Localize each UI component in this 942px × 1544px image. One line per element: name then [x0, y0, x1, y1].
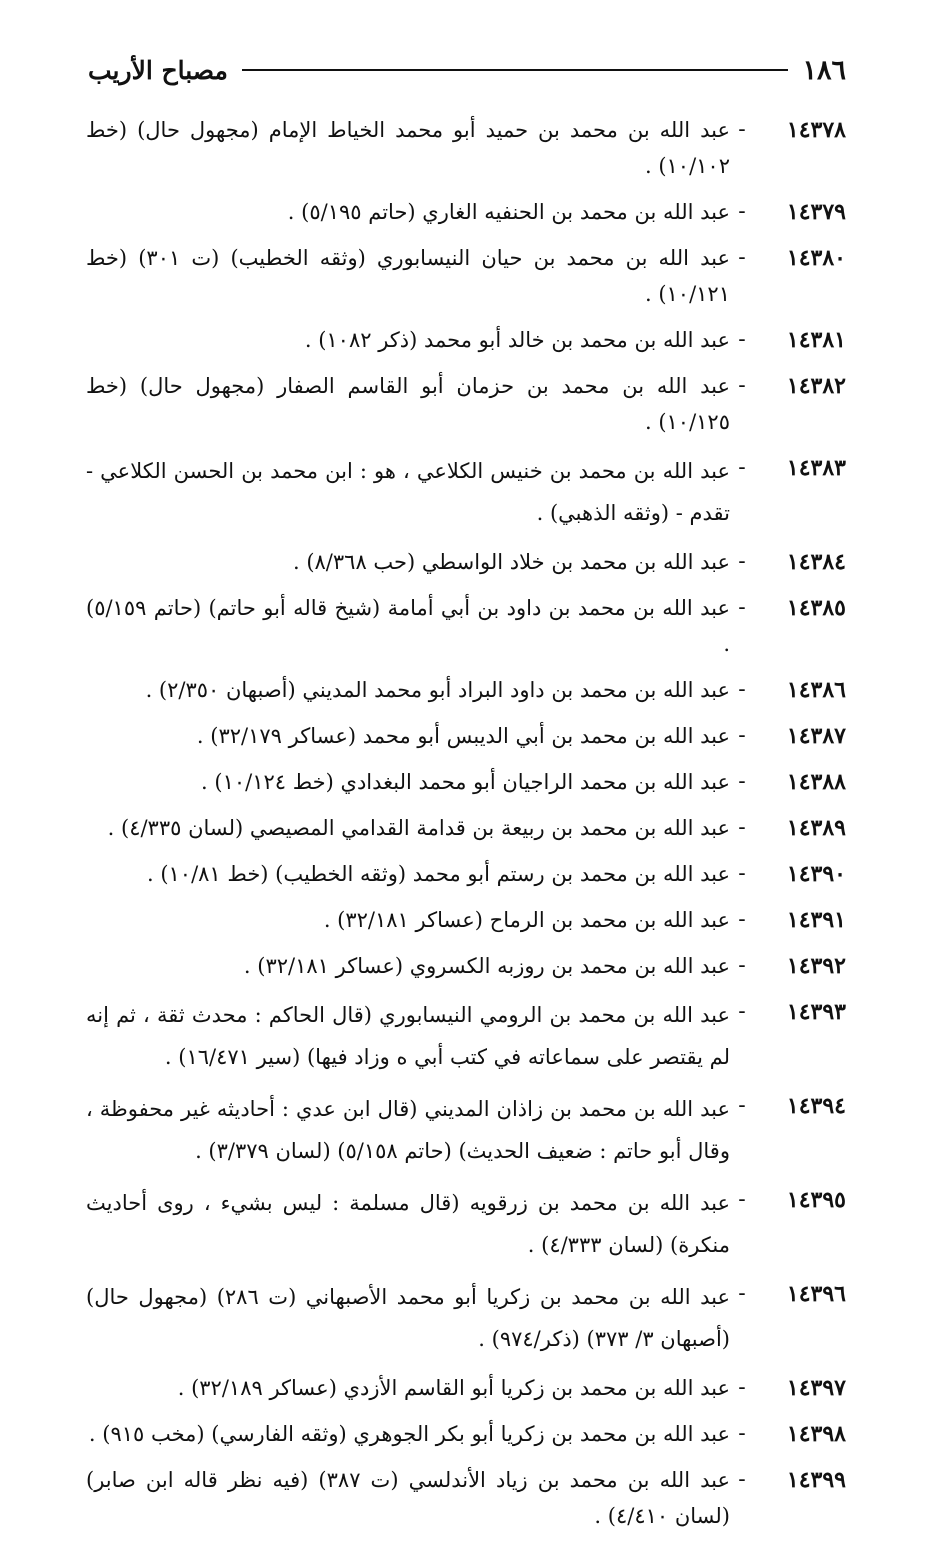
- entry-dash: -: [738, 861, 746, 886]
- entry-number: ١٤٣٨٧: [786, 723, 846, 749]
- entry-text: عبد الله بن محمد بن داود البراد أبو محمد المديني (أصبهان ٢/٣٥٠) .: [145, 678, 730, 702]
- entry-dash: -: [738, 455, 746, 480]
- entry-number: ١٤٣٩٥: [786, 1187, 846, 1213]
- entry-row: [86, 368, 846, 440]
- entry-text: عبد الله بن محمد بن خلاد الواسطي (حب ٨/٣٦٨) .: [292, 550, 730, 574]
- entry-text: عبد الله بن محمد بن حزمان أبو القاسم الصفار (مجهول حال) (خط ١٠/١٢٥) .: [86, 374, 730, 434]
- entry-text: عبد الله بن محمد الراجيان أبو محمد البغدادي (خط ١٠/١٢٤) .: [201, 770, 730, 794]
- entry-text: عبد الله بن محمد بن حيان النيسابوري (وثقه الخطيب) (ت ٣٠١) (خط ١٠/١٢١) .: [86, 246, 730, 306]
- entry-text: عبد الله بن محمد بن خالد أبو محمد (ذكر ١٠٨٢) .: [304, 328, 730, 352]
- entry-dash: -: [738, 117, 746, 142]
- entry-row: [86, 1182, 846, 1266]
- entry-row: [86, 1276, 846, 1360]
- entry-dash: -: [738, 999, 746, 1024]
- entry-number: ١٤٣٩٣: [786, 999, 846, 1025]
- entry-row: [86, 810, 846, 846]
- entry-number: ١٤٣٩٦: [786, 1281, 846, 1307]
- entry-text: عبد الله بن محمد بن زاذان المديني (قال ابن عدي : أحاديثه غير محفوظة ، وقال أبو حاتم : ضعيف الحديث) (حاتم ٥/١٥٨) (لسان ٣/٣٧٩) .: [86, 1097, 730, 1163]
- entry-number: ١٤٣٨٠: [786, 245, 846, 271]
- entry-dash: -: [738, 769, 746, 794]
- entry-row: [86, 194, 846, 230]
- entry-row: [86, 902, 846, 938]
- entry-text: عبد الله بن محمد بن روزبه الكسروي (عساكر ٣٢/١٨١) .: [243, 954, 730, 978]
- entry-number: ١٤٣٩٤: [786, 1093, 846, 1119]
- entry-text: عبد الله بن محمد بن زكريا أبو محمد الأصبهاني (ت ٢٨٦) (مجهول حال) (أصبهان ٣/ ٣٧٣) (ذكر/٩٧٤) .: [86, 1285, 730, 1351]
- entry-row: [86, 1462, 846, 1534]
- entry-dash: -: [738, 327, 746, 352]
- entry-dash: -: [738, 245, 746, 270]
- entry-row: [86, 240, 846, 312]
- entry-row: [86, 112, 846, 184]
- entry-dash: -: [738, 907, 746, 932]
- entry-dash: -: [738, 1187, 746, 1212]
- entry-number: ١٤٣٨١: [786, 327, 846, 353]
- entry-list: [86, 112, 846, 1544]
- entry-text: عبد الله بن محمد بن ربيعة بن قدامة القدامي المصيصي (لسان ٤/٣٣٥) .: [107, 816, 730, 840]
- entry-number: ١٤٣٨٦: [786, 677, 846, 703]
- entry-dash: -: [738, 723, 746, 748]
- entry-text: عبد الله بن محمد بن الرومي النيسابوري (قال الحاكم : محدث ثقة ، ثم إنه لم يقتصر على سماعاته في كتب أبي ه وزاد فيها) (سير ١٦/٤٧١) .: [86, 1003, 730, 1069]
- entry-text: عبد الله بن محمد بن زرقويه (قال مسلمة : ليس بشيء ، روى أحاديث منكرة) (لسان ٤/٣٣٣) .: [86, 1191, 730, 1257]
- entry-dash: -: [738, 677, 746, 702]
- entry-text: عبد الله بن محمد بن حميد أبو محمد الخياط الإمام (مجهول حال) (خط ١٠/١٠٢) .: [86, 118, 730, 178]
- entry-row: [86, 718, 846, 754]
- entry-dash: -: [738, 199, 746, 224]
- entry-dash: -: [738, 1281, 746, 1306]
- entry-text: عبد الله بن محمد بن زكريا أبو القاسم الأزدي (عساكر ٣٢/١٨٩) .: [177, 1376, 730, 1400]
- entry-text: عبد الله بن محمد بن زياد الأندلسي (ت ٣٨٧) (فيه نظر قاله ابن صابر) (لسان ٤/٤١٠) .: [86, 1468, 730, 1528]
- page-number: ١٨٦: [802, 54, 846, 86]
- entry-number: ١٤٣٨٤: [786, 549, 846, 575]
- entry-number: ١٤٣٩٨: [786, 1421, 846, 1447]
- entry-number: ١٤٣٩٠: [786, 861, 846, 887]
- entry-number: ١٤٣٨٣: [786, 455, 846, 481]
- entry-text: عبد الله بن محمد بن زكريا أبو بكر الجوهري (وثقه الفارسي) (مخب ٩١٥) .: [88, 1422, 730, 1446]
- entry-text: عبد الله بن محمد بن الحنفيه الغاري (حاتم ٥/١٩٥) .: [287, 200, 730, 224]
- entry-dash: -: [738, 953, 746, 978]
- entry-row: [86, 544, 846, 580]
- entry-dash: -: [738, 1421, 746, 1446]
- entry-number: ١٤٣٩٧: [786, 1375, 846, 1401]
- entry-number: ١٤٣٨٥: [786, 595, 846, 621]
- entry-dash: -: [738, 1093, 746, 1118]
- entry-number: ١٤٣٨٨: [786, 769, 846, 795]
- entry-dash: -: [738, 815, 746, 840]
- entry-dash: -: [738, 373, 746, 398]
- entry-row: [86, 1370, 846, 1406]
- entry-number: ١٤٣٩٩: [786, 1467, 846, 1493]
- entry-text: عبد الله بن محمد بن رستم أبو محمد (وثقه الخطيب) (خط ١٠/٨١) .: [146, 862, 730, 886]
- entry-row: [86, 450, 846, 534]
- entry-dash: -: [738, 1375, 746, 1400]
- entry-dash: -: [738, 1467, 746, 1492]
- entry-number: ١٤٣٧٩: [786, 199, 846, 225]
- entry-row: [86, 1416, 846, 1452]
- entry-row: [86, 672, 846, 708]
- header-rule: [242, 69, 789, 71]
- entry-text: عبد الله بن محمد بن أبي الديبس أبو محمد (عساكر ٣٢/١٧٩) .: [196, 724, 730, 748]
- entry-number: ١٤٣٨٩: [786, 815, 846, 841]
- entry-row: [86, 994, 846, 1078]
- entry-dash: -: [738, 595, 746, 620]
- entry-row: [86, 856, 846, 892]
- entry-row: [86, 322, 846, 358]
- entry-text: عبد الله بن محمد بن خنيس الكلاعي ، هو : ابن محمد بن الحسن الكلاعي - تقدم - (وثقه الذهبي) .: [86, 459, 730, 525]
- entry-number: ١٤٣٩٢: [786, 953, 846, 979]
- entry-number: ١٤٣٩١: [786, 907, 846, 933]
- page-header: [88, 50, 846, 90]
- entry-row: [86, 1088, 846, 1172]
- entry-text: عبد الله بن محمد بن الرماح (عساكر ٣٢/١٨١) .: [323, 908, 730, 932]
- entry-row: [86, 590, 846, 662]
- entry-dash: -: [738, 549, 746, 574]
- entry-number: ١٤٣٧٨: [786, 117, 846, 143]
- entry-number: ١٤٣٨٢: [786, 373, 846, 399]
- book-title: مصباح الأريب: [88, 55, 228, 85]
- entry-row: [86, 764, 846, 800]
- entry-text: عبد الله بن محمد بن داود بن أبي أمامة (شيخ قاله أبو حاتم) (حاتم ٥/١٥٩) .: [86, 596, 730, 656]
- entry-row: [86, 948, 846, 984]
